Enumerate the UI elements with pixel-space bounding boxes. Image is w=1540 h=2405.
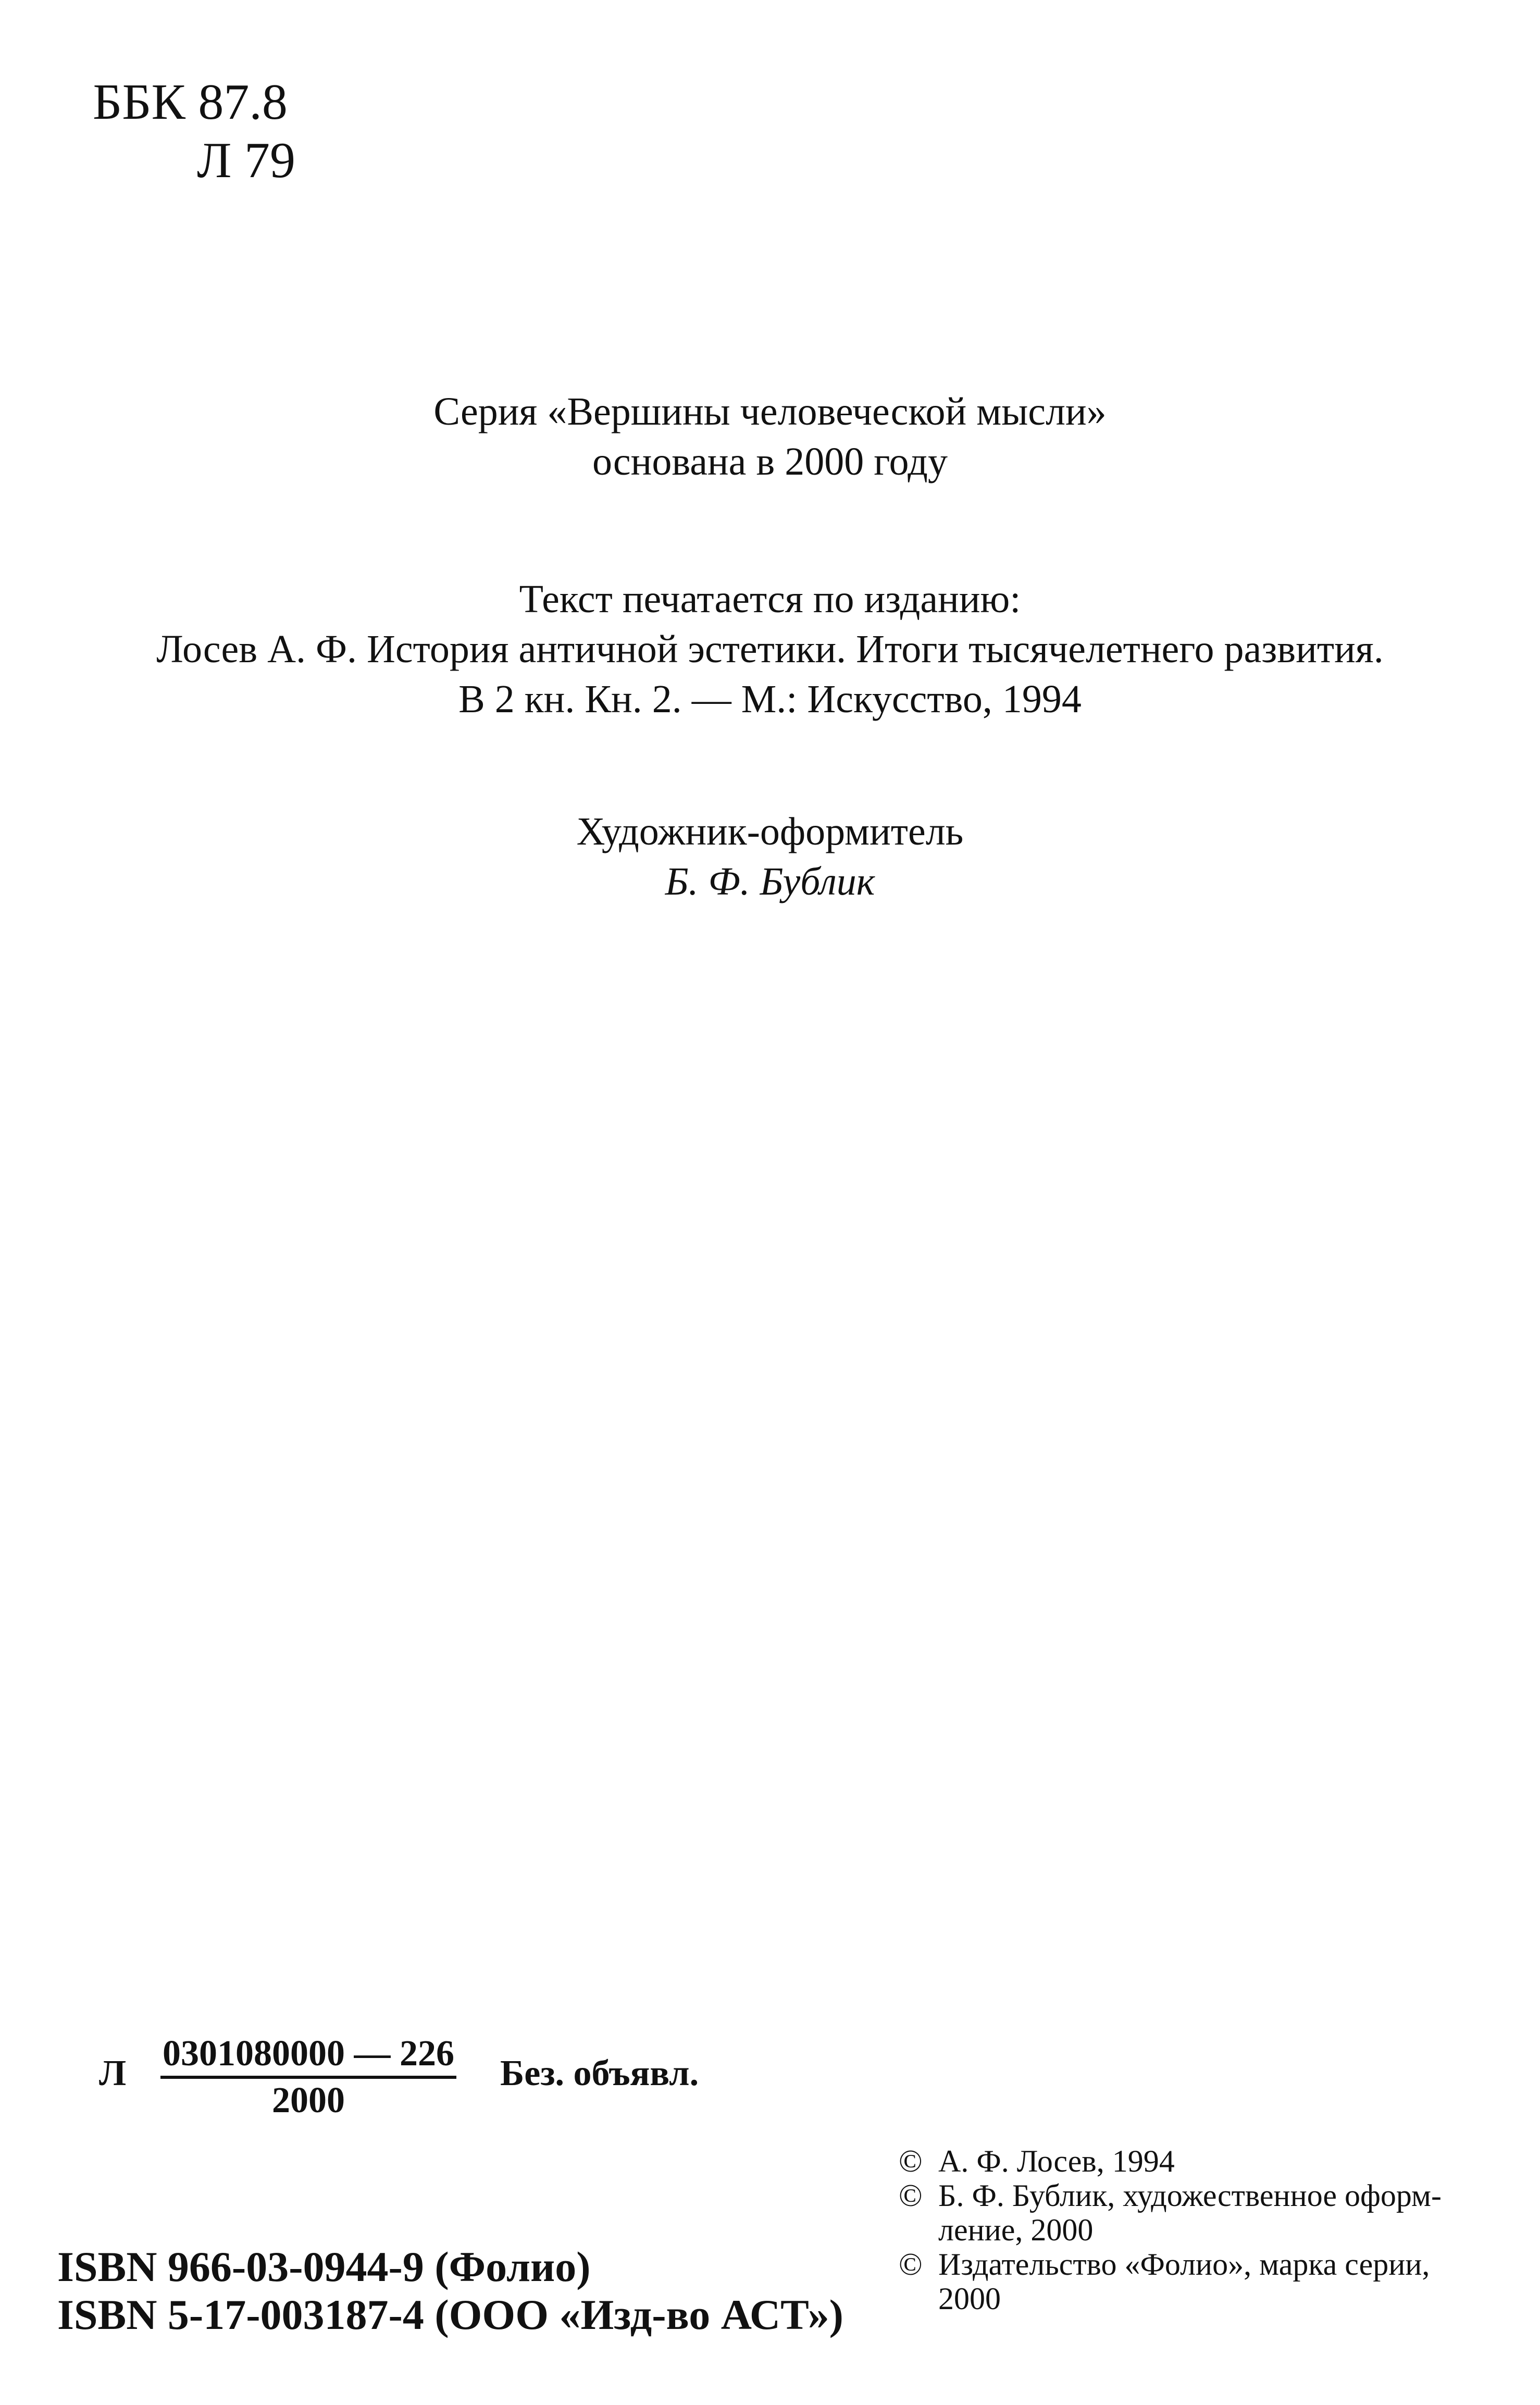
source-intro: Текст печатается по изданию:	[519, 577, 1021, 621]
artist-credit	[0, 807, 1540, 907]
copyright-symbol: ©	[899, 2247, 923, 2282]
copyright-list	[899, 2144, 1442, 2316]
copyright-item	[899, 2144, 1442, 2178]
artist-role: Художник-оформитель	[576, 810, 964, 853]
isbn-folio: ISBN 966-03-0944-9 (Фолио)	[57, 2243, 591, 2290]
isbn-block	[57, 2243, 843, 2339]
series-title: Серия «Вершины человеческой мысли»	[433, 390, 1107, 433]
copyright-symbol: ©	[899, 2178, 923, 2213]
bbk-code: ББК 87.8	[93, 74, 288, 130]
copyright-line: Б. Ф. Бублик, художественное оформ-	[938, 2178, 1442, 2213]
copyright-item	[899, 2247, 1442, 2316]
source-edition	[0, 574, 1540, 724]
copyright-symbol: ©	[899, 2144, 923, 2178]
copyright-line: А. Ф. Лосев, 1994	[938, 2144, 1175, 2178]
artist-name: Б. Ф. Бублик	[665, 860, 875, 903]
code-note: Без. объявл.	[500, 2053, 699, 2093]
code-denominator: 2000	[272, 2080, 345, 2121]
copyright-item	[899, 2178, 1442, 2247]
code-fraction	[160, 2032, 456, 2123]
copyright-line-continued: ление, 2000	[938, 2213, 1094, 2247]
series-info	[0, 387, 1540, 487]
classification-block	[93, 73, 295, 190]
isbn-ast: ISBN 5-17-003187-4 (ООО «Изд-во АСТ»)	[57, 2291, 843, 2338]
code-numerator: 0301080000 — 226	[160, 2032, 456, 2079]
source-title: Лосев А. Ф. История античной эстетики. Итоги тысячелетнего развития.	[156, 627, 1384, 671]
code-letter: Л	[99, 2053, 127, 2093]
copyright-line-continued: 2000	[938, 2282, 1001, 2316]
author-mark: Л 79	[197, 132, 295, 189]
copyright-line: Издательство «Фолио», марка серии,	[938, 2247, 1430, 2282]
source-details: В 2 кн. Кн. 2. — М.: Искусство, 1994	[458, 677, 1082, 721]
series-founded: основана в 2000 году	[592, 440, 948, 484]
